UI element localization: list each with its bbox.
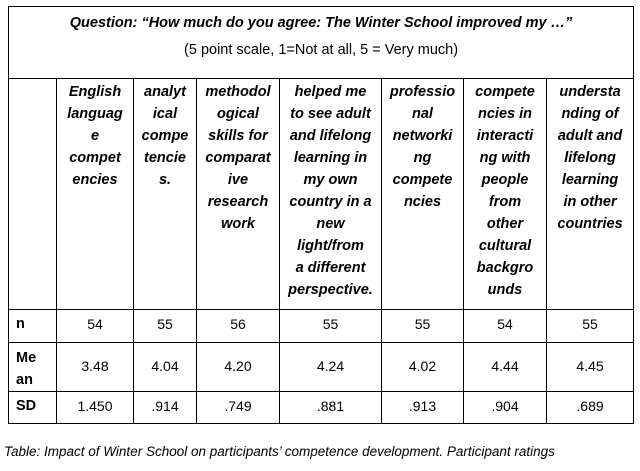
row-label-line: an (16, 372, 33, 388)
table-row (9, 343, 634, 392)
cell-value: 54 (87, 316, 103, 332)
cell-value: .904 (491, 398, 519, 414)
column-header-line: ive (227, 172, 249, 188)
results-table (8, 6, 634, 424)
value-cell (547, 392, 634, 424)
value-cell (134, 310, 197, 343)
question-text: Question: “How much do you agree: The Winter School improved my …” (69, 15, 573, 31)
column-header-line: English (68, 84, 122, 100)
column-header-text (197, 79, 279, 235)
cell-value: 55 (157, 316, 173, 332)
column-header-line: s. (158, 172, 172, 188)
column-header-line: countries (557, 216, 623, 232)
column-header-line: country in a (289, 194, 372, 210)
column-header-line: comparat (205, 150, 271, 166)
row-label (9, 392, 56, 414)
column-header (382, 79, 464, 310)
row-label (9, 343, 56, 391)
cell-value: 55 (414, 316, 431, 332)
column-header-line: compete (475, 84, 535, 100)
value-cell (197, 310, 280, 343)
row-label-cell (9, 310, 57, 343)
table-row (9, 392, 634, 424)
value-cell (134, 392, 197, 424)
value-cell (197, 392, 280, 424)
cell-value: .913 (408, 398, 437, 414)
row-label-cell (9, 343, 57, 392)
column-header-line: compet (69, 150, 121, 166)
column-header-text (464, 79, 546, 301)
header-corner-cell (9, 79, 57, 310)
value-cell (134, 343, 197, 392)
column-header-line: from (488, 194, 522, 210)
column-header (197, 79, 280, 310)
cell-value: 4.44 (491, 358, 519, 374)
column-header-line: other (486, 216, 524, 232)
column-header-line: compe (141, 128, 189, 144)
value-cell (464, 343, 547, 392)
column-header-text (382, 79, 463, 213)
row-label-line: Me (16, 350, 37, 366)
column-header-line: backgro (476, 260, 534, 276)
column-header-text (280, 79, 381, 301)
value-cell (57, 310, 134, 343)
column-header-line: unds (487, 282, 523, 298)
scale-note: (5 point scale, 1=Not at all, 5 = Very much) (184, 42, 459, 58)
column-header-line: in other (563, 194, 617, 210)
column-header-line: new (316, 216, 345, 232)
column-header (57, 79, 134, 310)
column-header-line: ng (413, 150, 432, 166)
table-row (9, 310, 634, 343)
column-header-line: ng with (479, 150, 531, 166)
column-header-line: tencie (144, 150, 186, 166)
column-header-line: interacti (476, 128, 534, 144)
cell-value: .689 (576, 398, 604, 414)
column-header-line: and lifelong (289, 128, 372, 144)
column-header-line: languag (67, 106, 123, 122)
column-header-line: analyt (144, 84, 186, 100)
column-header-line: encies (72, 172, 118, 188)
column-header-text (57, 79, 133, 191)
cell-value: 4.20 (224, 358, 252, 374)
column-header-line: nding of (561, 106, 619, 122)
column-header-line: ncies in (478, 106, 532, 122)
value-cell (382, 392, 464, 424)
column-header-line: skills for (208, 128, 268, 144)
value-cell (280, 343, 382, 392)
column-header-line: learning in (293, 150, 368, 166)
column-header-line: ogical (217, 106, 259, 122)
column-header-line: compete (392, 172, 453, 188)
column-header-line: cultural (478, 238, 532, 254)
column-header-line: my own (303, 172, 358, 188)
column-header-text (547, 79, 633, 235)
row-label-cell (9, 392, 57, 424)
cell-value: 4.02 (408, 358, 437, 374)
question-row (9, 7, 634, 79)
cell-value: 1.450 (77, 398, 113, 414)
column-header-line: understa (559, 84, 621, 100)
row-label-line: SD (16, 398, 37, 414)
value-cell (57, 392, 134, 424)
cell-value: 56 (230, 316, 246, 332)
column-header-line: nal (412, 106, 433, 122)
cell-value: .749 (224, 398, 252, 414)
cell-value: .914 (151, 398, 179, 414)
column-header-line: research (207, 194, 269, 210)
cell-value: 4.24 (316, 358, 345, 374)
cell-value: 4.45 (576, 358, 604, 374)
column-header-line: lifelong (564, 150, 616, 166)
column-header (547, 79, 634, 310)
column-header-line: ncies (403, 194, 442, 210)
table-caption: Table: Impact of Winter School on participants’ competence development. Participant ratings (4, 444, 555, 459)
column-header-line: e (90, 128, 100, 144)
question-cell (9, 7, 634, 79)
value-cell (464, 310, 547, 343)
column-header-line: networki (392, 128, 453, 144)
column-header-line: work (221, 216, 255, 232)
cell-value: 54 (497, 316, 513, 332)
value-cell (382, 343, 464, 392)
column-header-line: helped me (294, 84, 367, 100)
row-label-line: n (16, 316, 25, 332)
column-header-line: methodol (205, 84, 271, 100)
value-cell (280, 392, 382, 424)
cell-value: 55 (582, 316, 598, 332)
row-label (9, 310, 56, 332)
column-header-line: a different (295, 260, 366, 276)
value-cell (382, 310, 464, 343)
column-header (280, 79, 382, 310)
value-cell (197, 343, 280, 392)
cell-value: 55 (322, 316, 339, 332)
column-header-line: adult and (557, 128, 623, 144)
column-header-line: learning (561, 172, 619, 188)
column-header (134, 79, 197, 310)
cell-value: .881 (316, 398, 345, 414)
cell-value: 4.04 (151, 358, 179, 374)
header-row (9, 79, 634, 310)
column-header-line: perspective. (288, 282, 373, 298)
value-cell (464, 392, 547, 424)
column-header (464, 79, 547, 310)
column-header-line: professio (389, 84, 456, 100)
column-header-line: people (481, 172, 529, 188)
value-cell (547, 310, 634, 343)
value-cell (547, 343, 634, 392)
value-cell (57, 343, 134, 392)
column-header-line: to see adult (290, 106, 371, 122)
column-header-line: ical (152, 106, 178, 122)
cell-value: 3.48 (81, 358, 109, 374)
results-table-container (8, 6, 633, 424)
value-cell (280, 310, 382, 343)
column-header-line: light/from (297, 238, 364, 254)
column-header-text (134, 79, 196, 191)
